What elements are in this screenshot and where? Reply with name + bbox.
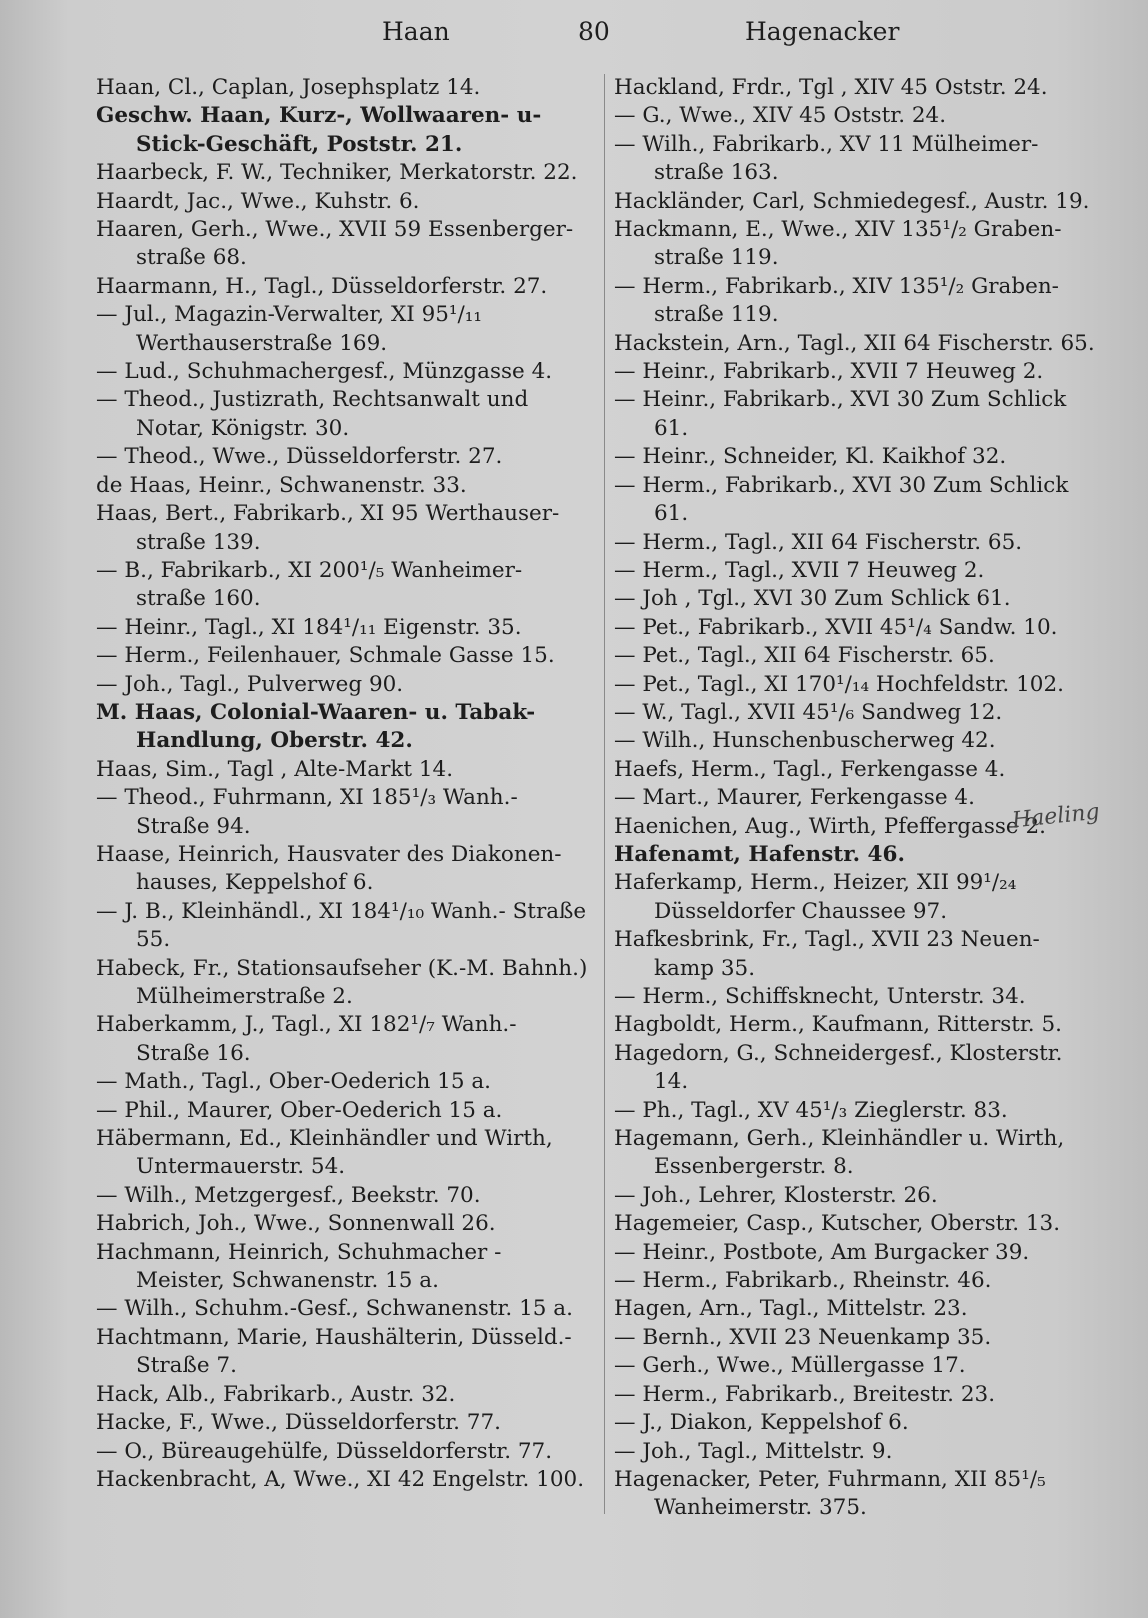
directory-entry: Hagboldt, Herm., Kaufmann, Ritterstr. 5. xyxy=(614,1012,1062,1038)
directory-entry: Hack, Alb., Fabrikarb., Austr. 32. xyxy=(96,1381,456,1407)
column-divider xyxy=(604,74,605,1514)
directory-entry: — Pet., Tagl., XI 170¹/₁₄ Hochfeldstr. 102. xyxy=(614,671,1064,697)
directory-entry: Häbermann, Ed., Kleinhändler und Wirth, Untermauerstr. 54. xyxy=(96,1126,553,1180)
directory-entry: — Herm., Schiffsknecht, Unterstr. 34. xyxy=(614,984,1026,1009)
directory-entry: — Herm., Fabrikarb., XIV 135¹/₂ Graben- straße 119. xyxy=(614,273,1059,328)
directory-entry: — Ph., Tagl., XV 45¹/₃ Zieglerstr. 83. xyxy=(614,1097,1008,1123)
directory-entry: Hackland, Frdr., Tgl , XIV 45 Oststr. 24. xyxy=(614,75,1048,100)
directory-entry: de Haas, Heinr., Schwanenstr. 33. xyxy=(96,472,467,498)
directory-entry: Hagemeier, Casp., Kutscher, Oberstr. 13. xyxy=(614,1211,1061,1237)
directory-entry: Habrich, Joh., Wwe., Sonnenwall 26. xyxy=(96,1211,496,1237)
directory-entry: M. Haas, Colonial-Waaren- u. Tabak- Handlung, Oberstr. 42. xyxy=(96,699,536,754)
directory-entry: — Heinr., Tagl., XI 184¹/₁₁ Eigenstr. 35. xyxy=(96,614,522,640)
directory-entry: Hackstein, Arn., Tagl., XII 64 Fischerstr. 65. xyxy=(614,330,1095,356)
directory-entry: Hachtmann, Marie, Haushälterin, Düsseld.- Straße 7. xyxy=(96,1324,572,1379)
directory-entry: — Heinr., Fabrikarb., XVI 30 Zum Schlick 61. xyxy=(614,387,1067,441)
directory-entry: Haberkamm, J., Tagl., XI 182¹/₇ Wanh.- Straße 16. xyxy=(96,1012,517,1066)
directory-entry: — Heinr., Schneider, Kl. Kaikhof 32. xyxy=(614,444,1007,470)
directory-entry: Haan, Cl., Caplan, Josephsplatz 14. xyxy=(96,75,481,100)
page-header xyxy=(0,10,1148,54)
directory-entry: Hagen, Arn., Tagl., Mittelstr. 23. xyxy=(614,1296,968,1322)
directory-entry: Haas, Sim., Tagl , Alte-Markt 14. xyxy=(96,756,454,782)
directory-entry: — Pet., Fabrikarb., XVII 45¹/₄ Sandw. 10. xyxy=(614,614,1058,640)
directory-entry: — Wilh., Metzgergesf., Beekstr. 70. xyxy=(96,1182,481,1208)
header-left-catchword: Haan xyxy=(382,17,450,46)
directory-entry: Haefs, Herm., Tagl., Ferkengasse 4. xyxy=(614,756,1006,782)
directory-entry: Haenichen, Aug., Wirth, Pfeffergasse 2. xyxy=(614,813,1046,839)
directory-entry: — Joh., Lehrer, Klosterstr. 26. xyxy=(614,1182,938,1208)
directory-entry: — Wilh., Schuhm.-Gesf., Schwanenstr. 15 a. xyxy=(96,1296,573,1322)
directory-entry: Haardt, Jac., Wwe., Kuhstr. 6. xyxy=(96,188,420,214)
directory-entry: — Herm., Fabrikarb., Breitestr. 23. xyxy=(614,1381,996,1407)
directory-entry: Haferkamp, Herm., Heizer, XII 99¹/₂₄ Düsseldorfer Chaussee 97. xyxy=(614,870,1017,924)
directory-entry: — Wilh., Fabrikarb., XV 11 Mülheimer- straße 163. xyxy=(614,131,1039,186)
directory-entry: — Wilh., Hunschenbuscherweg 42. xyxy=(614,728,996,754)
directory-entry: — Theod., Justizrath, Rechtsanwalt und Notar, Königstr. 30. xyxy=(96,387,529,441)
directory-entry: Geschw. Haan, Kurz-, Wollwaaren- u- Stick-Geschäft, Poststr. 21. xyxy=(96,103,542,157)
directory-entry: Haarbeck, F. W., Techniker, Merkatorstr. 22. xyxy=(96,160,578,186)
directory-entry: — Phil., Maurer, Ober-Oederich 15 a. xyxy=(96,1097,503,1123)
directory-entry: — Herm., Feilenhauer, Schmale Gasse 15. xyxy=(96,643,555,669)
directory-entry: — Joh., Tagl., Pulverweg 90. xyxy=(96,671,404,697)
directory-entry: — Herm., Fabrikarb., Rheinstr. 46. xyxy=(614,1268,992,1294)
directory-entry: — Joh , Tgl., XVI 30 Zum Schlick 61. xyxy=(614,586,1011,612)
page-number: 80 xyxy=(578,17,610,46)
directory-entry: Hafenamt, Hafenstr. 46. xyxy=(614,841,905,867)
directory-entry: — Herm., Tagl., XVII 7 Heuweg 2. xyxy=(614,557,985,583)
directory-entry: Hafkesbrink, Fr., Tagl., XVII 23 Neuen- kamp 35. xyxy=(614,927,1040,981)
directory-entry: — Herm., Tagl., XII 64 Fischerstr. 65. xyxy=(614,529,1023,555)
directory-entry: — Theod., Fuhrmann, XI 185¹/₃ Wanh.- Straße 94. xyxy=(96,785,518,839)
directory-entry: Hagedorn, G., Schneidergesf., Klosterstr. 14. xyxy=(614,1040,1063,1095)
directory-entry: — B., Fabrikarb., XI 200¹/₅ Wanheimer- straße 160. xyxy=(96,557,523,612)
directory-entry: Hackländer, Carl, Schmiedegesf., Austr. 19. xyxy=(614,188,1090,214)
directory-entry: — W., Tagl., XVII 45¹/₆ Sandweg 12. xyxy=(614,699,1003,725)
directory-entry: — Bernh., XVII 23 Neuenkamp 35. xyxy=(614,1324,992,1350)
directory-entry: — Jul., Magazin-Verwalter, XI 95¹/₁₁ Werthauserstraße 169. xyxy=(96,302,483,356)
directory-entry: — J. B., Kleinhändl., XI 184¹/₁₀ Wanh.- Straße 55. xyxy=(96,898,587,953)
directory-entry: Hacke, F., Wwe., Düsseldorferstr. 77. xyxy=(96,1410,501,1436)
directory-entry: Hackenbracht, A, Wwe., XI 42 Engelstr. 100. xyxy=(96,1466,585,1492)
directory-entry: — Heinr., Fabrikarb., XVII 7 Heuweg 2. xyxy=(614,359,1044,385)
directory-entry: Haase, Heinrich, Hausvater des Diakonen- hauses, Keppelshof 6. xyxy=(96,841,562,896)
directory-entry: — Lud., Schuhmachergesf., Münzgasse 4. xyxy=(96,359,553,385)
directory-entry: Hagemann, Gerh., Kleinhändler u. Wirth, Essenbergerstr. 8. xyxy=(614,1126,1065,1180)
directory-entry: Hachmann, Heinrich, Schuhmacher - Meister, Schwanenstr. 15 a. xyxy=(96,1239,502,1294)
handwritten-note: Haeling xyxy=(1010,799,1101,834)
directory-entry: — Herm., Fabrikarb., XVI 30 Zum Schlick 61. xyxy=(614,472,1069,527)
directory-entry: — Pet., Tagl., XII 64 Fischerstr. 65. xyxy=(614,643,995,669)
header-right-catchword: Hagenacker xyxy=(745,17,900,46)
directory-entry: Haaren, Gerh., Wwe., XVII 59 Essenberger- straße 68. xyxy=(96,217,574,271)
directory-entry: — Joh., Tagl., Mittelstr. 9. xyxy=(614,1438,893,1464)
directory-entry: — Math., Tagl., Ober-Oederich 15 a. xyxy=(96,1069,491,1095)
directory-entry: — Mart., Maurer, Ferkengasse 4. xyxy=(614,785,975,811)
directory-entry: Haas, Bert., Fabrikarb., XI 95 Werthauser- straße 139. xyxy=(96,501,560,555)
directory-entry: — G., Wwe., XIV 45 Oststr. 24. xyxy=(614,103,947,129)
directory-entry: — Theod., Wwe., Düsseldorferstr. 27. xyxy=(96,444,503,470)
directory-entry: Habeck, Fr., Stationsaufseher (K.-M. Bahnh.) Mülheimerstraße 2. xyxy=(96,955,588,1009)
directory-entry: — J., Diakon, Keppelshof 6. xyxy=(614,1410,909,1436)
right-column xyxy=(614,74,1099,1523)
left-column xyxy=(96,74,590,1494)
directory-entry: Hagenacker, Peter, Fuhrmann, XII 85¹/₅ Wanheimerstr. 375. xyxy=(614,1466,1046,1521)
directory-entry: — Gerh., Wwe., Müllergasse 17. xyxy=(614,1353,966,1379)
directory-entry: — Heinr., Postbote, Am Burgacker 39. xyxy=(614,1239,1030,1265)
directory-entry: Haarmann, H., Tagl., Düsseldorferstr. 27. xyxy=(96,273,548,299)
directory-entry: Hackmann, E., Wwe., XIV 135¹/₂ Graben- straße 119. xyxy=(614,217,1062,271)
directory-entry: — O., Büreaugehülfe, Düsseldorferstr. 77. xyxy=(96,1438,553,1464)
